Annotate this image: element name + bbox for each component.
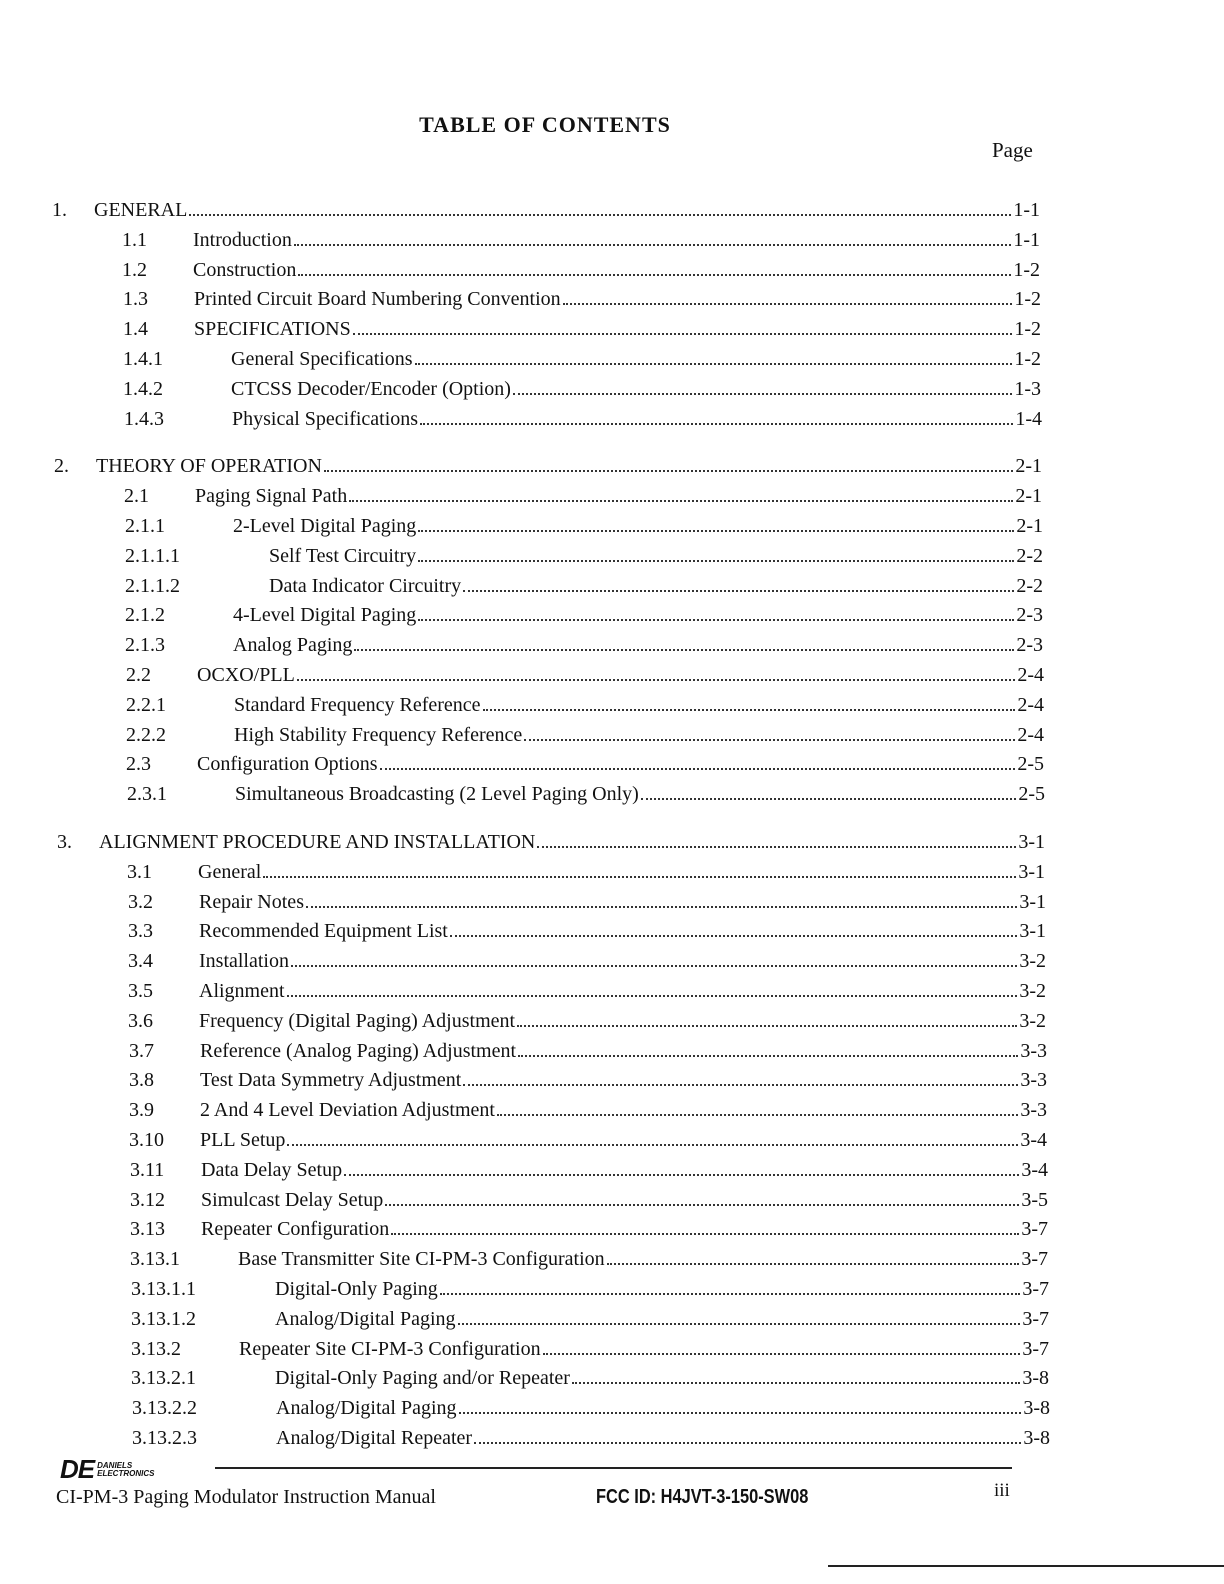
toc-entry — [0, 508, 1224, 538]
toc-entry-title: Data Indicator Circuitry — [269, 574, 462, 597]
toc-entry-title: Simultaneous Broadcasting (2 Level Paging Only) — [235, 783, 639, 806]
footer-manual-title: CI-PM-3 Paging Modulator Instruction Manual — [56, 1486, 436, 1508]
toc-dot-leader — [513, 393, 1012, 395]
toc-dot-leader — [287, 995, 1018, 997]
toc-entry — [0, 538, 1224, 568]
toc-entry — [0, 478, 1224, 508]
toc-dot-leader — [563, 303, 1013, 305]
toc-entry-title: Data Delay Setup — [201, 1158, 343, 1181]
toc-entry-number: 3. — [57, 831, 72, 853]
toc-entry — [0, 1003, 1224, 1033]
toc-entry-page: 3-5 — [1021, 1188, 1048, 1211]
toc-dot-leader — [344, 1174, 1019, 1176]
toc-entry — [0, 252, 1224, 282]
toc-entry — [0, 1092, 1224, 1122]
toc-dot-leader — [641, 798, 1017, 800]
toc-entry-page: 3-3 — [1020, 1099, 1047, 1122]
toc-entry-page: 3-1 — [1018, 831, 1045, 853]
toc-dot-leader — [497, 1114, 1018, 1116]
footer-divider — [215, 1467, 1012, 1469]
toc-dot-leader — [537, 846, 1016, 848]
toc-dot-leader — [415, 363, 1013, 365]
toc-entry-page: 1-2 — [1014, 348, 1041, 370]
toc-entry-title: Digital-Only Paging — [275, 1278, 438, 1300]
toc-entry-title: Standard Frequency Reference — [234, 693, 481, 716]
toc-entry-title: Printed Circuit Board Numbering Convention — [194, 288, 561, 311]
toc-entry-page: 3-3 — [1020, 1039, 1047, 1062]
toc-entry-title: Digital-Only Paging and/or Repeater — [275, 1367, 570, 1390]
toc-entry-page: 3-7 — [1022, 1278, 1049, 1300]
toc-entry-page: 3-3 — [1020, 1069, 1047, 1092]
toc-entry-title: PLL Setup — [200, 1129, 286, 1151]
toc-entry-number: 3.13.1.1 — [131, 1278, 196, 1300]
toc-entry — [0, 1122, 1224, 1152]
toc-entry-title: Paging Signal Path — [195, 485, 348, 508]
toc-dot-leader — [474, 1442, 1021, 1444]
toc-entry-page: 1-1 — [1013, 228, 1040, 251]
toc-entry — [0, 448, 1224, 478]
toc-entry-page: 3-1 — [1018, 860, 1045, 883]
toc-entry-page: 3-1 — [1019, 920, 1046, 943]
toc-entry-title: Repeater Site CI-PM-3 Configuration — [239, 1337, 541, 1360]
toc-entry-title: GENERAL — [94, 199, 188, 221]
toc-entry-title: Repair Notes — [199, 890, 304, 913]
toc-entry-number: 3.13.2 — [131, 1337, 181, 1360]
toc-entry-title: 2 And 4 Level Deviation Adjustment — [200, 1099, 495, 1122]
toc-entry — [0, 687, 1224, 717]
toc-entry-title: General Specifications — [231, 348, 413, 370]
toc-entry-title: OCXO/PLL — [197, 664, 295, 686]
toc-dot-leader — [458, 1323, 1021, 1325]
toc-entry-page: 3-4 — [1020, 1129, 1047, 1151]
toc-entry — [0, 824, 1224, 854]
toc-entry-number: 1.4.2 — [123, 377, 163, 400]
toc-dot-leader — [298, 274, 1011, 276]
toc-entry-title: Repeater Configuration — [201, 1218, 390, 1241]
toc-entry — [0, 281, 1224, 311]
toc-entry — [0, 1211, 1224, 1241]
toc-dot-leader — [607, 1263, 1020, 1265]
footer-page-number: iii — [994, 1480, 1010, 1501]
toc-entry-number: 3.13.2.2 — [132, 1397, 197, 1420]
toc-dot-leader — [391, 1233, 1019, 1235]
toc-entry — [0, 1390, 1224, 1420]
logo-line-1: DANIELS — [97, 1460, 133, 1470]
toc-entry — [0, 401, 1224, 431]
toc-entry — [0, 1271, 1224, 1301]
bottom-edge-rule — [828, 1565, 1224, 1567]
logo-mark: DE — [60, 1454, 95, 1484]
toc-entry-page: 3-2 — [1019, 1009, 1046, 1032]
toc-entry-number: 2.2.1 — [126, 693, 166, 716]
toc-entry — [0, 1182, 1224, 1212]
toc-entry-page: 2-1 — [1016, 515, 1043, 537]
toc-entry-title: Simulcast Delay Setup — [201, 1188, 384, 1211]
toc-entry-title: SPECIFICATIONS — [194, 318, 351, 341]
toc-entry-title: Self Test Circuitry — [269, 544, 417, 567]
toc-entry — [0, 746, 1224, 776]
toc-entry — [0, 884, 1224, 914]
toc-entry-number: 2. — [54, 455, 69, 478]
page-column-label: Page — [992, 138, 1033, 162]
toc-dot-leader — [287, 1144, 1018, 1146]
toc-entry-title: Analog/Digital Paging — [275, 1307, 456, 1330]
toc-entry-number: 3.13 — [130, 1218, 165, 1241]
toc-entry-page: 3-4 — [1021, 1158, 1048, 1181]
toc-entry-page: 3-8 — [1022, 1367, 1049, 1390]
toc-entry-number: 3.13.1.2 — [131, 1307, 196, 1330]
toc-title: TABLE OF CONTENTS — [419, 112, 671, 137]
toc-entry-number: 3.10 — [129, 1129, 164, 1151]
toc-dot-leader — [291, 965, 1017, 967]
toc-dot-leader — [297, 679, 1016, 681]
toc-entry-number: 1.4.3 — [124, 407, 164, 430]
toc-dot-leader — [450, 935, 1017, 937]
toc-entry-number: 2.1.1.1 — [125, 544, 180, 567]
toc-entry-page: 1-1 — [1013, 199, 1040, 221]
toc-entry-title: Construction — [193, 258, 297, 281]
toc-entry — [0, 597, 1224, 627]
toc-entry-number: 1.2 — [122, 258, 147, 281]
toc-entry-page: 2-3 — [1016, 604, 1043, 627]
toc-entry-number: 3.9 — [129, 1099, 154, 1122]
toc-entry-title: 4-Level Digital Paging — [233, 604, 417, 627]
toc-entry-number: 3.13.2.3 — [132, 1427, 197, 1449]
toc-entry-title: Frequency (Digital Paging) Adjustment — [199, 1009, 516, 1032]
toc-dot-leader — [189, 214, 1011, 216]
toc-dot-leader — [517, 1025, 1017, 1027]
toc-dot-leader — [324, 470, 1013, 472]
toc-entry-page: 3-8 — [1023, 1397, 1050, 1420]
toc-entry-page: 2-1 — [1015, 485, 1042, 508]
toc-entry — [0, 913, 1224, 943]
toc-entry-number: 2.1.1.2 — [125, 574, 180, 597]
toc-entry-page: 2-3 — [1016, 634, 1043, 657]
toc-dot-leader — [483, 709, 1016, 711]
toc-entry-number: 2.1.3 — [125, 634, 165, 657]
toc-entry-number: 3.11 — [130, 1158, 165, 1181]
toc-dot-leader — [418, 560, 1014, 562]
toc-dot-leader — [524, 739, 1015, 741]
toc-entry-number: 2.1.1 — [125, 515, 165, 537]
footer-fcc-id: FCC ID: H4JVT-3-150-SW08 — [596, 1486, 809, 1508]
toc-entry-page: 1-2 — [1014, 288, 1041, 311]
toc-entry-title: ALIGNMENT PROCEDURE AND INSTALLATION — [99, 831, 536, 853]
toc-entry-title: CTCSS Decoder/Encoder (Option) — [231, 377, 511, 400]
toc-entry-page: 2-1 — [1015, 455, 1042, 478]
toc-dot-leader — [440, 1293, 1021, 1295]
toc-dot-leader — [420, 423, 1013, 425]
toc-entry — [0, 222, 1224, 252]
toc-entry-number: 3.12 — [130, 1188, 165, 1211]
logo-line-2: ELECTRONICS — [97, 1468, 155, 1478]
toc-entry — [0, 627, 1224, 657]
toc-entry-number: 3.4 — [128, 950, 153, 973]
toc-dot-leader — [354, 649, 1014, 651]
toc-dot-leader — [418, 619, 1014, 621]
toc-dot-leader — [463, 1084, 1018, 1086]
toc-entry-page: 1-2 — [1013, 258, 1040, 281]
toc-entry — [0, 1062, 1224, 1092]
toc-dot-leader — [349, 500, 1013, 502]
toc-entry — [0, 854, 1224, 884]
toc-entry-title: THEORY OF OPERATION — [96, 455, 322, 478]
toc-dot-leader — [572, 1382, 1020, 1384]
toc-entry-title: Reference (Analog Paging) Adjustment — [200, 1039, 517, 1062]
toc-entry-title: High Stability Frequency Reference — [234, 723, 523, 746]
toc-entry-number: 2.2 — [126, 664, 151, 686]
toc-entry-page: 2-4 — [1017, 664, 1044, 686]
toc-entry-number: 3.8 — [129, 1069, 154, 1092]
toc-entry — [0, 1152, 1224, 1182]
toc-entry — [0, 192, 1224, 222]
toc-entry-page: 3-2 — [1019, 980, 1046, 1002]
toc-entry-title: Analog/Digital Repeater — [276, 1427, 473, 1449]
toc-entry — [0, 717, 1224, 747]
toc-entry-title: Recommended Equipment List — [199, 920, 448, 943]
toc-entry-title: Alignment — [199, 980, 285, 1002]
toc-entry — [0, 1301, 1224, 1331]
toc-dot-leader — [353, 333, 1013, 335]
toc-dot-leader — [380, 768, 1016, 770]
toc-dot-leader — [463, 590, 1014, 592]
toc-entry-number: 3.5 — [128, 980, 153, 1002]
toc-entry-page: 3-7 — [1022, 1307, 1049, 1330]
toc-entry-title: Analog/Digital Paging — [276, 1397, 457, 1420]
toc-entry — [0, 776, 1224, 806]
toc-entry-page: 3-7 — [1022, 1337, 1049, 1360]
toc-entry-number: 3.7 — [129, 1039, 154, 1062]
logo-wordmark — [97, 1462, 154, 1478]
toc-entry-page: 3-7 — [1021, 1248, 1048, 1271]
toc-entry-number: 1. — [52, 199, 67, 221]
toc-entry-page: 2-2 — [1016, 574, 1043, 597]
toc-entry-number: 1.4.1 — [123, 348, 163, 370]
toc-dot-leader — [459, 1412, 1022, 1414]
toc-entry-page: 3-2 — [1019, 950, 1046, 973]
toc-entry-title: Base Transmitter Site CI-PM-3 Configuration — [238, 1248, 605, 1271]
toc-entry — [0, 1331, 1224, 1361]
toc-entry-title: General — [198, 860, 262, 883]
toc-entry — [0, 311, 1224, 341]
toc-entry-page: 2-5 — [1018, 783, 1045, 806]
toc-entry-page: 2-5 — [1017, 753, 1044, 776]
toc-entry-number: 3.3 — [128, 920, 153, 943]
toc-entry-title: Analog Paging — [233, 634, 353, 657]
toc-entry-number: 2.3.1 — [127, 783, 167, 806]
toc-entry-title: Installation — [199, 950, 289, 973]
toc-entry-page: 3-7 — [1021, 1218, 1048, 1241]
toc-entry-page: 2-4 — [1017, 693, 1044, 716]
toc-entry-page: 3-8 — [1023, 1427, 1050, 1449]
toc-entry-number: 2.3 — [126, 753, 151, 776]
toc-entry-number: 2.2.2 — [126, 723, 166, 746]
toc-entry-number: 3.1 — [127, 860, 152, 883]
toc-entry-number: 1.4 — [123, 318, 148, 341]
toc-dot-leader — [294, 244, 1011, 246]
toc-dot-leader — [263, 876, 1016, 878]
toc-dot-leader — [385, 1204, 1019, 1206]
toc-entry — [0, 1420, 1224, 1450]
toc-entry-number: 2.1.2 — [125, 604, 165, 627]
toc-entry — [0, 973, 1224, 1003]
toc-entry-number: 3.13.1 — [130, 1248, 180, 1271]
toc-entry-title: Physical Specifications — [232, 407, 419, 430]
toc-entry-page: 3-1 — [1019, 890, 1046, 913]
toc-entry — [0, 1241, 1224, 1271]
toc-entry-number: 3.13.2.1 — [131, 1367, 196, 1390]
toc-entry-title: Configuration Options — [197, 753, 378, 776]
toc-entry-number: 1.3 — [123, 288, 148, 311]
toc-entry — [0, 341, 1224, 371]
toc-entry-page: 1-3 — [1014, 377, 1041, 400]
toc-entry-page: 2-4 — [1017, 723, 1044, 746]
toc-entry — [0, 657, 1224, 687]
toc-entry — [0, 1033, 1224, 1063]
toc-entry-title: Test Data Symmetry Adjustment — [200, 1069, 462, 1092]
toc-entry-page: 1-2 — [1014, 318, 1041, 341]
toc-entry — [0, 1360, 1224, 1390]
toc-entry-page: 1-4 — [1015, 407, 1042, 430]
toc-dot-leader — [418, 530, 1014, 532]
toc-entry-number: 3.2 — [128, 890, 153, 913]
toc-entry — [0, 943, 1224, 973]
toc-entry-title: Introduction — [193, 228, 292, 251]
daniels-electronics-logo — [60, 1454, 154, 1485]
toc-dot-leader — [518, 1055, 1018, 1057]
toc-entry — [0, 371, 1224, 401]
toc-entry — [0, 568, 1224, 598]
toc-entry-number: 1.1 — [122, 228, 147, 251]
toc-entry-number: 3.6 — [128, 1009, 153, 1032]
toc-entry-number: 2.1 — [124, 485, 149, 508]
toc-entry-title: 2-Level Digital Paging — [233, 515, 417, 537]
toc-dot-leader — [306, 906, 1017, 908]
toc-dot-leader — [543, 1353, 1021, 1355]
toc-entry-page: 2-2 — [1016, 544, 1043, 567]
